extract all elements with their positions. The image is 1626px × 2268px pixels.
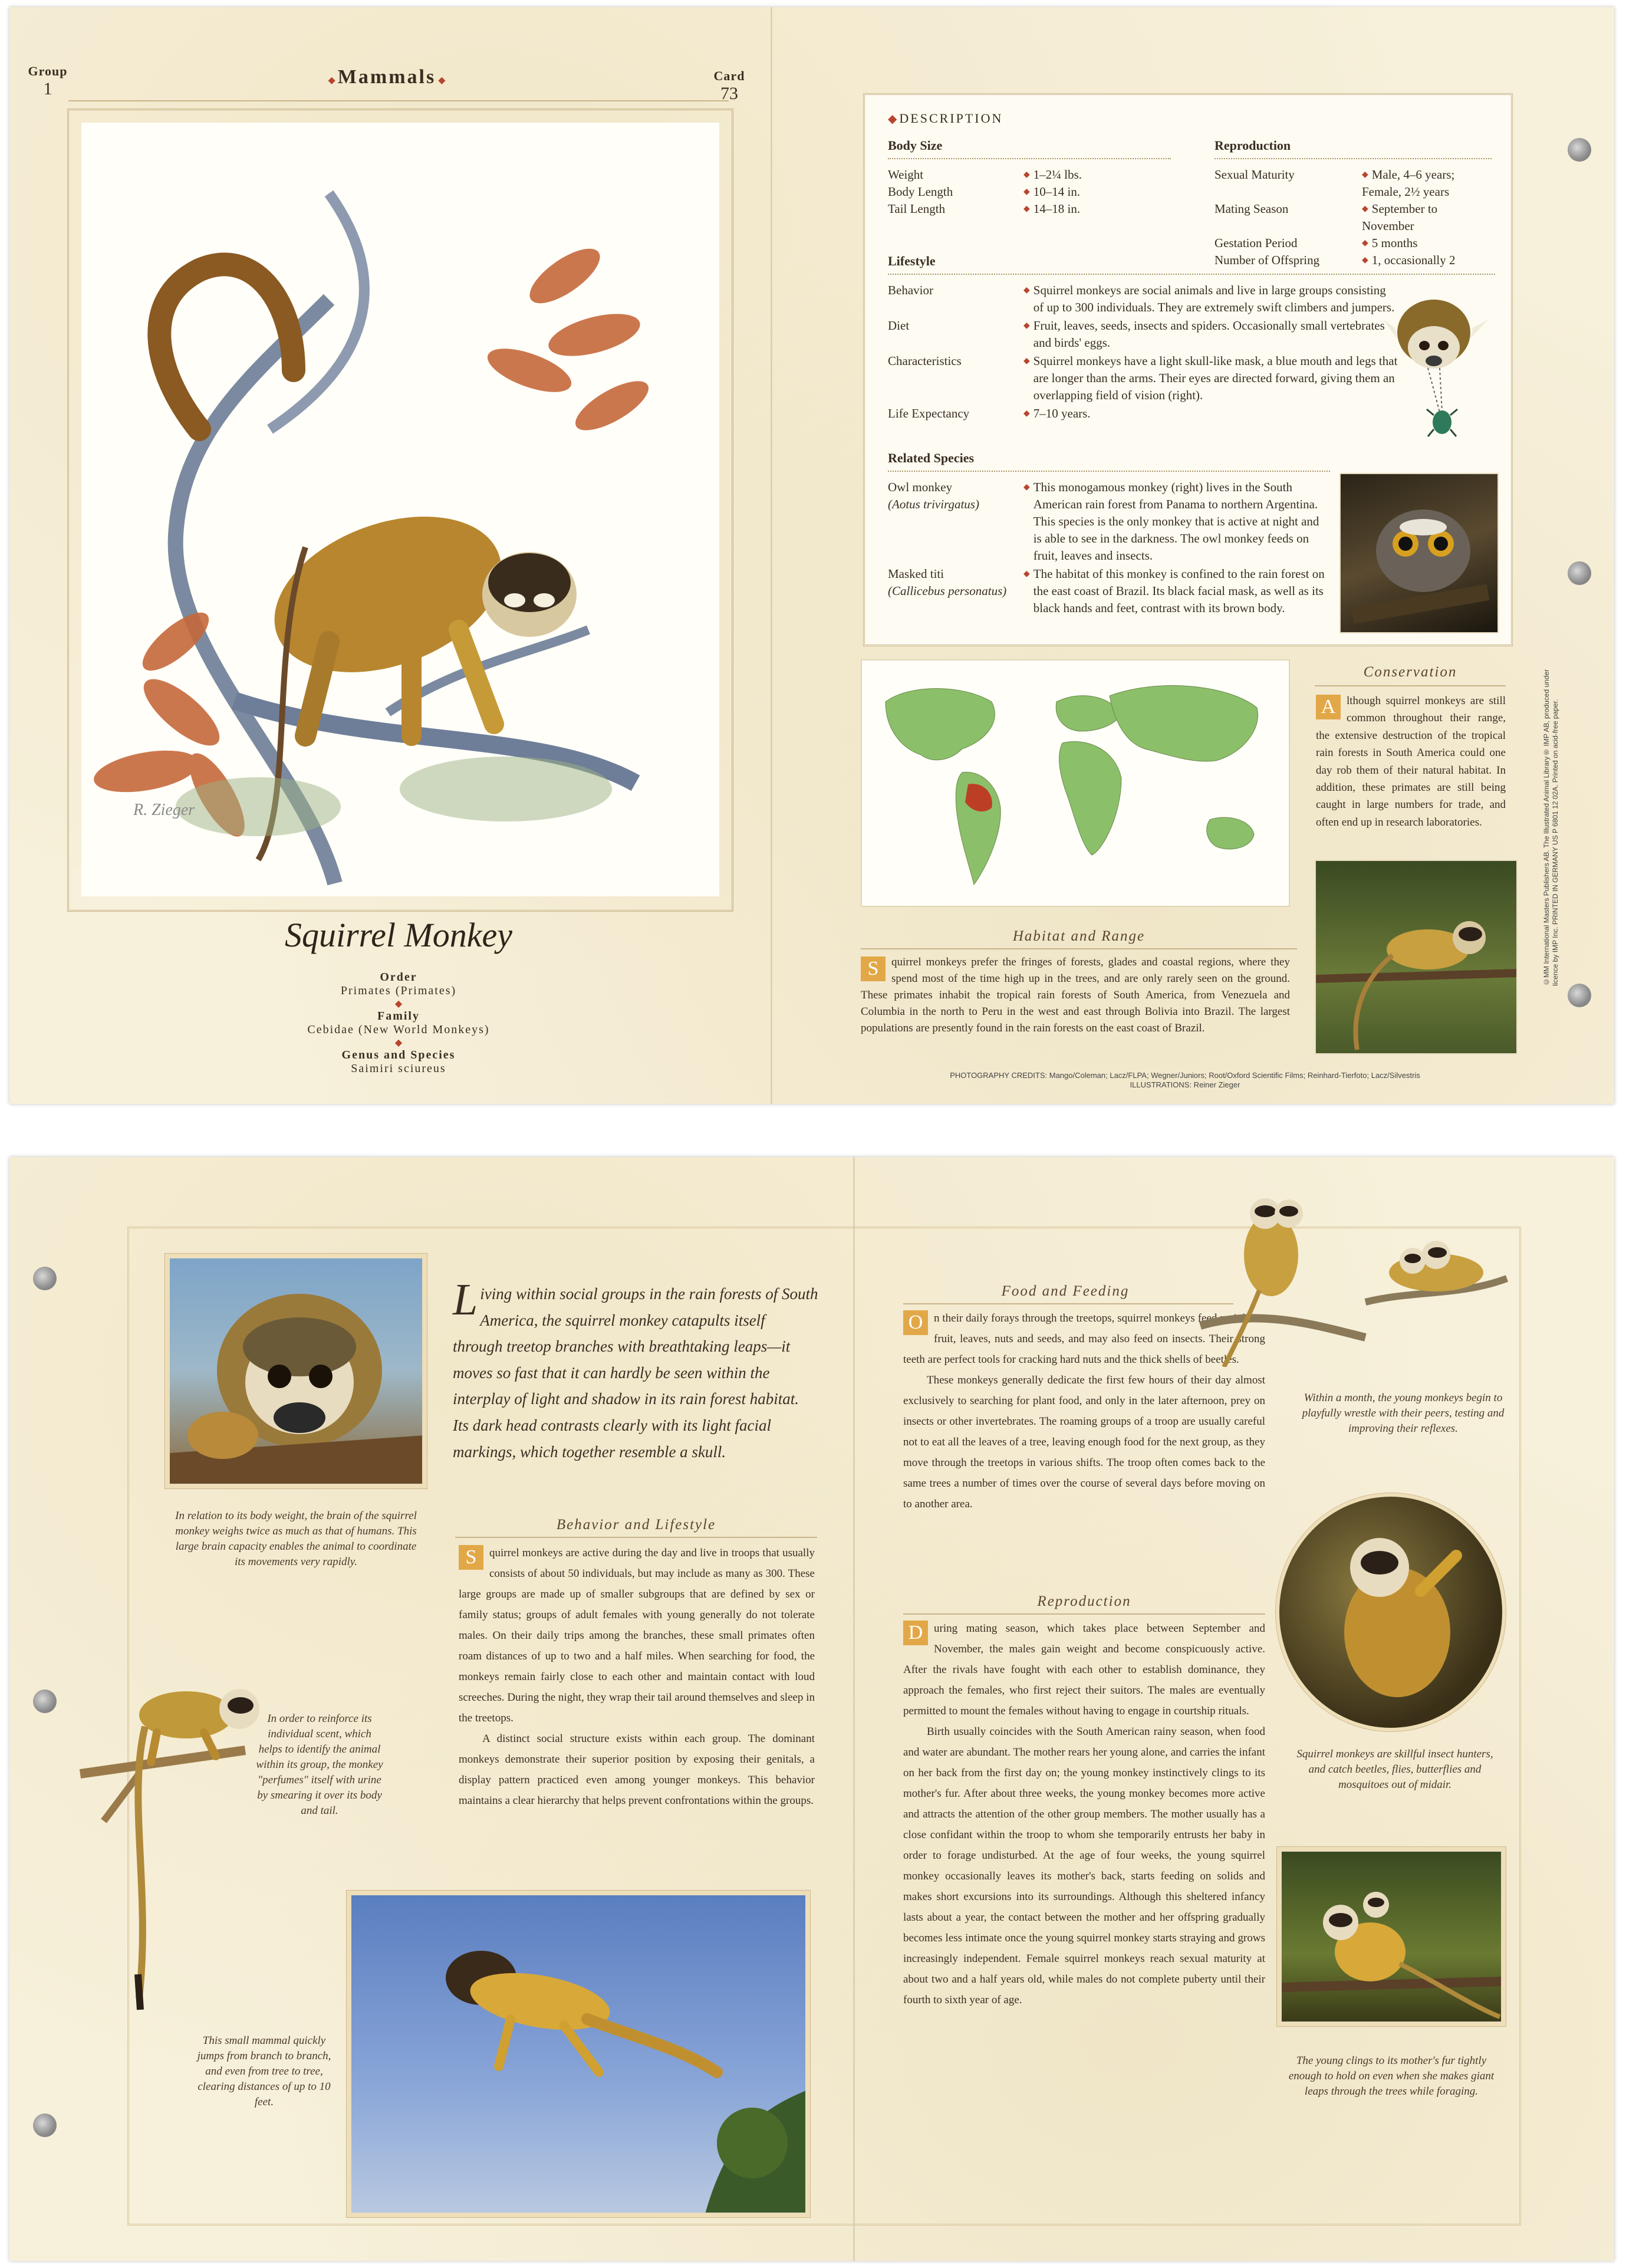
divider: [1214, 158, 1492, 159]
owl-monkey-label: Owl monkey: [888, 480, 953, 494]
punch-hole: [1568, 984, 1591, 1007]
diamond-icon: ◆: [394, 1038, 403, 1048]
insects-caption: Squirrel monkeys are skillful insect hunters, and catch beetles, flies, butterflies and mosquitoes out of midair.: [1296, 1748, 1493, 1791]
body-size-heading: Body Size: [888, 138, 943, 153]
family-value: Cebidae (New World Monkeys): [307, 1023, 490, 1036]
monkey-face-illustration: [1381, 291, 1493, 445]
mating-value-2: November: [1362, 219, 1414, 233]
divider: [455, 1537, 817, 1538]
card-block: [709, 68, 750, 104]
taxonomy-block: [222, 971, 575, 1076]
bullet-icon: ◆: [1023, 205, 1030, 213]
masked-titi-desc: The habitat of this monkey is confined to the rain forest on the east coast of Brazil. Its black facial mask, as well as its black hands and feet, contrast with its brown body.: [1033, 567, 1325, 615]
drop-cap: A: [1316, 695, 1341, 719]
diamond-icon: ◆: [438, 75, 446, 86]
brain-caption: In relation to its body weight, the brain of the squirrel monkey weighs twice as much as that of humans. This large brain capacity enables the animal to coordinate its movements very rapidly.: [175, 1510, 417, 1568]
food-paragraph-2: These monkeys generally dedicate the first few hours of their day almost exclusively to searching for plant food, and only in the later afternoon, prey on insects or other invertebrates. The roaming groups of a troop are usually careful not to eat all the leaves of a tree, leaving enough food for the next group, as they move through the treetops in various shifts. The troop often comes back to the same trees a number of times over the course of several days before moving on to another area.: [903, 1374, 1265, 1510]
conservation-body: lthough squirrel monkeys are still common throughout their range, the extensive destruction of the tropical rain forests in South America could one day rob them of their natural habitat. In addition, these primates are still being caught in large numbers for trade, and often end up in research laboratories.: [1316, 695, 1506, 829]
group-block: [27, 64, 68, 99]
masked-titi-label: Masked titi: [888, 567, 944, 581]
wrestling-monkeys-illustration: [1189, 1190, 1519, 1367]
behavior-heading: Behavior and Lifestyle: [556, 1517, 716, 1533]
bullet-icon: ◆: [1023, 188, 1030, 196]
maturity-value-2: Female, 2½ years: [1362, 185, 1450, 199]
divider: [888, 274, 1495, 275]
card-back-sheet: [9, 1157, 1614, 2261]
drop-cap: S: [459, 1545, 483, 1570]
mating-value: September to: [1371, 202, 1438, 216]
mother-and-young-photo: [1281, 1850, 1502, 2023]
behavior-paragraph-2: A distinct social structure exists within each group. The dominant monkeys demonstrate their superior position by exposing their genitals, a display pattern practiced even among younger monkeys. This behavior maintains a clear hierarchy that helps prevent confrontations within the groups.: [459, 1733, 815, 1807]
reproduction-heading: Reproduction: [1214, 138, 1291, 153]
behavior-text: [459, 1543, 815, 1811]
squirrel-monkey-photo-branch: [1315, 860, 1518, 1054]
monkey-portrait-photo: [169, 1257, 423, 1485]
jump-caption: This small mammal quickly jumps from branch to branch, and even from tree to tree, clearing distances of up to 10 feet.: [197, 2034, 331, 2108]
intro-text: [453, 1275, 818, 1465]
center-fold: [771, 7, 772, 1104]
behavior-paragraph-1: quirrel monkeys are active during the day and live in troops that usually consists of about 50 individuals, but may include as many as 300. These large groups are made up of smaller subgroups that are defined by sex or family status; groups of adult females with young generally do not tolerate males. On their daily trips among the branches, these small primates often roam distances of up to two and a half miles. When searching for food, the monkeys remain fairly close to each other and maintain contact with loud screeches. During the night, they wrap their tail around themselves and sleep in the treetops.: [459, 1547, 815, 1724]
offspring-value: 1, occasionally 2: [1371, 253, 1456, 267]
behavior-value: Squirrel monkeys are social animals and live in large groups consisting of up to 300 individuals. They are extremely swift climbers and jumpers.: [1033, 283, 1395, 314]
monkey-perched-illustration: [68, 1644, 269, 2016]
credits-line-1: PHOTOGRAPHY CREDITS: Mango/Coleman; Lacz/FLPA; Wegner/Juniors; Root/Oxford Scientific Films; Reinhard-Tierfoto; Lacz/Silvestris: [950, 1071, 1420, 1080]
divider: [861, 948, 1297, 949]
card-number: 73: [720, 84, 738, 103]
behavior-label: Behavior: [888, 283, 933, 297]
owl-monkey-sci: (Aotus trivirgatus): [888, 497, 979, 511]
characteristics-value: Squirrel monkeys have a light skull-like mask, a blue mouth and legs that are longer than the arms. Their eyes are directed forward, giving them an overlapping field of vision (right).: [1033, 354, 1398, 402]
weight-label: Weight: [888, 167, 924, 182]
category-label: Mammals: [337, 66, 436, 88]
punch-hole: [33, 1267, 57, 1290]
genus-value: Saimiri sciureus: [351, 1062, 446, 1075]
bullet-icon: ◆: [1023, 357, 1030, 366]
habitat-heading: Habitat and Range: [1012, 928, 1146, 944]
life-expectancy-label: Life Expectancy: [888, 406, 970, 420]
drop-cap: O: [903, 1310, 928, 1335]
tail-length-label: Tail Length: [888, 202, 946, 216]
bullet-icon: ◆: [1362, 239, 1368, 248]
gestation-value: 5 months: [1371, 236, 1418, 250]
divider: [888, 471, 1330, 472]
artist-signature: R. Zieger: [133, 801, 195, 819]
diet-label: Diet: [888, 318, 910, 333]
category-title: [269, 66, 505, 88]
reproduction-paragraph-1: uring mating season, which takes place between September and November, the males gain weight and become conspicuously active. After the rivals have fought with each other to establish dominance, they approach the females, who first reject their suitors. The males are eventually permitted to mount the females without having to engage in courtship rituals.: [903, 1622, 1265, 1717]
bullet-icon: ◆: [1023, 570, 1030, 578]
description-title: [888, 111, 1003, 126]
monkey-illustration: [81, 123, 719, 896]
bullet-icon: ◆: [1362, 205, 1368, 213]
conservation-text: [1316, 692, 1506, 831]
credits-line-2: ILLUSTRATIONS: Reiner Zieger: [1130, 1080, 1240, 1089]
bullet-icon: ◆: [1023, 409, 1030, 418]
bullet-icon: ◆: [1023, 286, 1030, 295]
punch-hole: [1568, 138, 1591, 162]
group-number: 1: [43, 79, 52, 98]
diet-value: Fruit, leaves, seeds, insects and spiders. Occasionally small vertebrates and birds' eggs.: [1033, 318, 1385, 350]
family-label: Family: [377, 1010, 420, 1023]
body-length-value: 10–14 in.: [1033, 185, 1081, 199]
lifestyle-heading: Lifestyle: [888, 254, 936, 268]
species-name: Squirrel Monkey: [284, 916, 512, 954]
conservation-heading: Conservation: [1363, 664, 1457, 680]
bullet-icon: ◆: [1023, 483, 1030, 492]
food-heading: Food and Feeding: [1001, 1283, 1130, 1299]
scent-caption: In order to reinforce its individual scent, which helps to identify the animal within its group, the monkey "perfumes" itself with urine by smearing it over its body and tail.: [256, 1712, 383, 1817]
copyright-notice: ©MM International Masters Publishers AB. The Illustrated Animal Library® IMP AB, produced under licence by IMP Inc. PRINTED IN GERMANY US P 6801 12 02A. Printed on acid-free paper.: [1542, 669, 1559, 986]
drop-cap: D: [903, 1621, 928, 1645]
drop-cap: S: [861, 956, 886, 981]
reproduction-paragraph-2: Birth usually coincides with the South American rainy season, when food and water are abundant. The mother rears her young alone, and carries the infant on her back from the first day on; the young monkey instinctively clings to its mother's fur. After about three weeks, the young monkey becomes more active and attracts the attention of the other group members. The mother usually has a close confidant within the troop to whom she temporarily entrusts her baby in order to forage undisturbed. At the age of four weeks, the young squirrel monkey occasionally leaves its mother's back, starts feeding on solids and makes short excursions into its surroundings. Although this sheltered infancy lasts about a year, the contact between the mother and her offspring gradually becomes less intimate once the young squirrel monkey starts straying and grows increasingly independent. Female squirrel monkeys reach sexual maturity at about two and a half years old, while males do not complete puberty until their fourth to sixth year of age.: [903, 1725, 1265, 2006]
habitat-text: [861, 954, 1290, 1037]
card-front-sheet: [9, 7, 1614, 1104]
bullet-icon: ◆: [1362, 256, 1368, 265]
intro-drop-cap: L: [453, 1275, 478, 1324]
order-value: Primates (Primates): [340, 984, 457, 997]
punch-hole: [33, 2113, 57, 2137]
owl-monkey-photo: [1339, 473, 1499, 633]
habitat-body: quirrel monkeys prefer the fringes of forests, glades and coastal regions, where they spend most of the time high up in the trees, and are only rarely seen on the ground. These primates inhabit the tropical rain forests of South America, from Venezuela and Columbia in the north to Peru in the west and east through Bolivia into Brazil. The largest populations are presently found in the rain forests on the east coast of Brazil.: [861, 956, 1290, 1034]
photo-credits: [861, 1071, 1509, 1090]
gestation-label: Gestation Period: [1214, 236, 1298, 250]
tail-length-value: 14–18 in.: [1033, 202, 1081, 216]
maturity-label: Sexual Maturity: [1214, 167, 1295, 182]
header-rule: [68, 100, 729, 101]
punch-hole: [33, 1690, 57, 1713]
bullet-icon: ◆: [1023, 321, 1030, 330]
masked-titi-sci: (Callicebus personatus): [888, 584, 1007, 598]
divider: [1315, 685, 1506, 686]
divider: [903, 1613, 1265, 1615]
masked-titi-names: [888, 566, 1023, 617]
mating-label: Mating Season: [1214, 202, 1289, 216]
maturity-value: Male, 4–6 years;: [1371, 167, 1455, 182]
owl-monkey-names: [888, 479, 1023, 564]
bullet-icon: ◆: [1023, 170, 1030, 179]
body-length-label: Body Length: [888, 185, 953, 199]
divider: [888, 158, 1171, 159]
life-expectancy-value: 7–10 years.: [1033, 406, 1091, 420]
card-label: Card: [713, 68, 745, 83]
young-caption: The young clings to its mother's fur tightly enough to hold on even when she makes giant leaps through the trees while foraging.: [1288, 2055, 1495, 2098]
reproduction-text: [903, 1618, 1265, 2010]
food-paragraph-1: n their daily forays through the treetops, squirrel monkeys feed mainly on fruit, leaves, nuts and seeds, and may also feed on insects. Their strong teeth are perfect tools for cracking hard nuts and the thick shells of beetles.: [903, 1312, 1265, 1366]
divider: [903, 1303, 1233, 1304]
bullet-icon: ◆: [1362, 170, 1368, 179]
group-label: Group: [28, 64, 68, 78]
punch-hole: [1568, 561, 1591, 585]
related-species-table: [888, 479, 1336, 617]
diamond-icon: ◆: [888, 113, 897, 126]
diamond-icon: ◆: [394, 999, 403, 1009]
diamond-icon: ◆: [328, 75, 335, 86]
offspring-label: Number of Offspring: [1214, 253, 1320, 267]
order-label: Order: [380, 971, 417, 984]
intro-body: iving within social groups in the rain forests of South America, the squirrel monkey catapults itself through treetop branches with breathtaking leaps—it moves so fast that it can hardly be seen within the interplay of light and shadow in its rain forest habitat. Its dark head contrasts clearly with its light facial markings, which together resemble a skull.: [453, 1285, 818, 1461]
owl-monkey-desc: This monogamous monkey (right) lives in the South American rain forest from Panama to northern Argentina. This species is the only monkey that is active at night and is able to see in the darkness. The owl monkey feeds on fruit, leaves and insects.: [1033, 480, 1319, 563]
insect-hunter-photo: [1276, 1493, 1506, 1731]
description-title-text: DESCRIPTION: [899, 111, 1003, 126]
characteristics-label: Characteristics: [888, 354, 962, 368]
genus-label: Genus and Species: [341, 1048, 456, 1061]
weight-value: 1–2¼ lbs.: [1033, 167, 1082, 182]
wrestle-caption: Within a month, the young monkeys begin to playfully wrestle with their peers, testing and improving their reflexes.: [1302, 1392, 1505, 1435]
reproduction-text-heading: Reproduction: [1037, 1593, 1131, 1609]
body-size-table: [888, 166, 1171, 218]
related-species-heading: Related Species: [888, 451, 975, 465]
range-map: [861, 659, 1290, 907]
reproduction-table: [1214, 166, 1497, 269]
leaping-monkey-photo: [350, 1894, 807, 2214]
lifestyle-table: [888, 282, 1407, 422]
